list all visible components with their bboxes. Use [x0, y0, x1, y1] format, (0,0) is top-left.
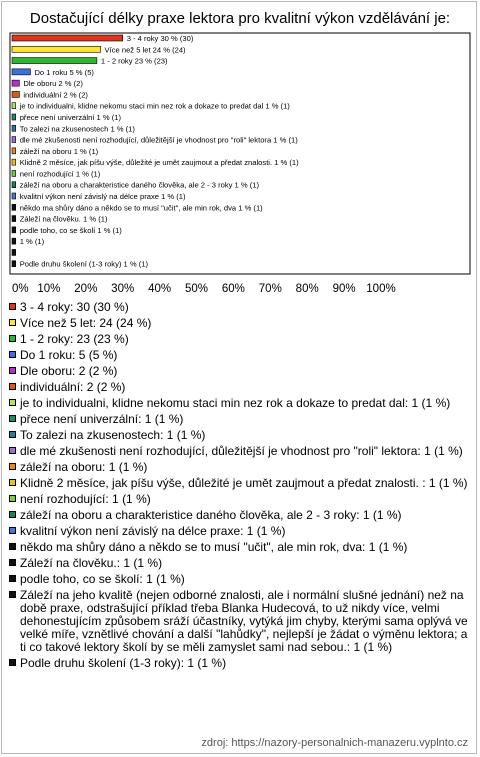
legend-swatch-4 — [9, 351, 16, 358]
x-tick-60pct: 60% — [221, 283, 245, 295]
legend-item-8 — [9, 413, 469, 426]
bar-label-15: kvalitní výkon není závislý na délce praxe 1 % (1) — [19, 192, 186, 201]
legend-label-6: individuální: 2 (2 %) — [20, 380, 126, 394]
bar-11 — [12, 148, 16, 154]
legend-item-17 — [9, 557, 469, 570]
bar-6 — [12, 91, 19, 97]
bar-label-11: záleží na oboru 1 % (1) — [19, 146, 99, 156]
bar-2 — [12, 46, 101, 52]
legend-swatch-18 — [9, 575, 16, 582]
legend-label-2: Více než 5 let: 24 (24 %) — [20, 316, 152, 330]
legend-label-5: Dle oboru: 2 (2 %) — [20, 364, 118, 378]
bar-label-4: Do 1 roku 5 % (5) — [34, 67, 94, 77]
x-tick-40pct: 40% — [148, 283, 172, 295]
bar-18 — [12, 227, 16, 233]
legend-swatch-16 — [9, 543, 16, 550]
bar-label-12: Klidně 2 měsíce, jak píšu výše, důležité je umět zaujmout a předat znalosti. 1 % (1) — [19, 158, 299, 168]
legend-item-11 — [9, 461, 469, 474]
bar-label-17: Záleží na člověku. 1 % (1) — [19, 214, 108, 224]
x-tick-50pct: 50% — [184, 283, 209, 295]
legend-label-4: Do 1 roku: 5 (5 %) — [20, 348, 118, 362]
bar-3 — [12, 58, 97, 64]
legend-swatch-8 — [9, 415, 16, 422]
x-tick-0pct: 0% — [12, 283, 29, 295]
bar-21 — [12, 261, 16, 267]
x-tick-10pct: 10% — [37, 283, 61, 295]
legend-item-15 — [9, 525, 469, 538]
legend-item-14 — [9, 509, 469, 522]
bar-16 — [12, 204, 16, 210]
legend-item-19 — [9, 589, 469, 654]
legend-label-10: dle mé zkušenosti není rozhodující, důležitější je vhodnost pro "roli" lektora: 1 (1 %) — [20, 444, 463, 458]
bar-label-13: není rozhodující 1 % (1) — [19, 169, 101, 179]
chart-title: Dostačující délky praxe lektora pro kvalitní výkon vzdělávání je: — [29, 10, 451, 27]
legend-label-3: 1 - 2 roky: 23 (23 %) — [20, 332, 129, 346]
legend-label-9: To zalezi na zkusenostech: 1 (1 %) — [20, 428, 206, 442]
legend-label-20: Podle druhu školení (1-3 roky): 1 (1 %) — [20, 656, 227, 670]
bar-label-10: dle mé zkušenosti není rozhodující, důležitější je vhodnost pro "roli" lektora 1 % (1) — [19, 135, 298, 145]
legend-label-14: záleží na oboru a charakteristice daného člověka, ale 2 - 3 roky: 1 (1 %) — [20, 508, 402, 522]
bar-4 — [12, 69, 30, 75]
bar-label-2: Více než 5 let 24 % (24) — [104, 45, 186, 55]
x-tick-20pct: 20% — [74, 283, 98, 295]
legend — [9, 301, 469, 673]
legend-item-7 — [9, 397, 469, 410]
legend-swatch-5 — [9, 367, 16, 374]
legend-item-20 — [9, 657, 469, 670]
bar-label-8: přece není univerzální 1 % (1) — [19, 113, 122, 122]
legend-swatch-20 — [9, 659, 16, 666]
legend-swatch-11 — [9, 463, 16, 470]
bar-chart — [0, 0, 480, 300]
legend-swatch-14 — [9, 511, 16, 518]
bar-19 — [12, 238, 16, 244]
legend-item-1 — [9, 301, 469, 314]
bar-label-1: 3 - 4 roky 30 % (30) — [126, 34, 194, 43]
legend-label-18: podle toho, co se školí: 1 (1 %) — [20, 572, 185, 586]
legend-swatch-9 — [9, 431, 16, 438]
legend-item-13 — [9, 493, 469, 506]
x-tick-80pct: 80% — [295, 283, 319, 295]
legend-label-12: Klidně 2 měsíce, jak píšu výše, důležité je umět zaujmout a předat znalosti. : 1 (1 %) — [20, 476, 468, 490]
legend-item-4 — [9, 349, 469, 362]
legend-item-5 — [9, 365, 469, 378]
legend-item-12 — [9, 477, 469, 490]
bar-7 — [12, 103, 16, 109]
bar-label-16: někdo ma shůry dáno a někdo se to musí "učit", ale min rok, dva 1 % (1) — [19, 203, 263, 213]
legend-label-19: Záleží na jeho kvalitě (nejen odborné znalosti, ale i normální slušné jednání) než na době praxe, odstrašující příklad třeba Blanka Hudecová, to už nikdy více, velmi dehonestujícím způsobem sráží účastníky, vytýká jim chyby, kterými sama oplývá ve velké míře, vznětlivé chování a další "lahůdky", nejlepší je žádat o výměnu lektora; a ti co takové lektory školí by se měli zamyslet sami nad sebou.: 1 (1 %) — [20, 588, 468, 654]
x-tick-30pct: 30% — [111, 283, 135, 295]
legend-swatch-6 — [9, 383, 16, 390]
legend-item-18 — [9, 573, 469, 586]
legend-swatch-19 — [9, 591, 16, 598]
legend-item-6 — [9, 381, 469, 394]
bar-label-14: záleží na oboru a charakteristice daného člověka, ale 2 - 3 roky 1 % (1) — [19, 180, 260, 190]
bar-label-7: je to individualni, klidne nekomu staci min nez rok a dokaze to predat dal 1 % (1) — [19, 101, 290, 111]
bar-label-21: Podle druhu školení (1-3 roky) 1 % (1) — [19, 259, 149, 269]
legend-swatch-7 — [9, 399, 16, 406]
bar-label-5: Dle oboru 2 % (2) — [23, 79, 83, 89]
bar-17 — [12, 216, 16, 222]
x-axis-ticks — [12, 283, 396, 295]
bar-5 — [12, 80, 19, 86]
legend-label-8: přece není univerzální: 1 (1 %) — [20, 412, 184, 426]
source-note: zdroj: https://nazory-personalnich-manazeru.vyplnto.cz — [201, 737, 468, 749]
legend-label-15: kvalitní výkon není závislý na délce praxe: 1 (1 %) — [20, 524, 286, 538]
legend-label-7: je to individualni, klidne nekomu staci min nez rok a dokaze to predat dal: 1 (1 %) — [20, 396, 451, 410]
bar-15 — [12, 193, 16, 199]
legend-item-3 — [9, 333, 469, 346]
bar-13 — [12, 170, 16, 176]
bar-12 — [12, 159, 16, 165]
legend-swatch-17 — [9, 559, 16, 566]
bar-label-6: individuální 2 % (2) — [23, 90, 88, 100]
legend-swatch-10 — [9, 447, 16, 454]
legend-label-13: není rozhodující: 1 (1 %) — [20, 492, 151, 506]
legend-label-11: záleží na oboru: 1 (1 %) — [20, 460, 148, 474]
legend-swatch-13 — [9, 495, 16, 502]
legend-label-1: 3 - 4 roky: 30 (30 %) — [20, 300, 129, 314]
legend-swatch-15 — [9, 527, 16, 534]
bar-label-3: 1 - 2 roky 23 % (23) — [100, 56, 168, 66]
bar-9 — [12, 125, 16, 131]
legend-item-2 — [9, 317, 469, 330]
legend-item-10 — [9, 445, 469, 458]
bar-10 — [12, 137, 16, 143]
legend-label-17: Záleží na člověku.: 1 (1 %) — [20, 556, 163, 570]
legend-label-16: někdo ma shůry dáno a někdo se to musí "učit", ale min rok, dva: 1 (1 %) — [20, 540, 408, 554]
legend-item-16 — [9, 541, 469, 554]
bar-20 — [12, 249, 16, 255]
bar-label-18: podle toho, co se školí 1 % (1) — [19, 225, 122, 235]
bar-label-9: To zalezi na zkusenostech 1 % (1) — [19, 124, 135, 134]
x-tick-90pct: 90% — [332, 283, 356, 295]
legend-item-9 — [9, 429, 469, 442]
bar-1 — [12, 35, 123, 41]
legend-swatch-12 — [9, 479, 16, 486]
x-tick-100pct: 100% — [366, 283, 396, 295]
x-tick-70pct: 70% — [258, 283, 282, 295]
legend-swatch-2 — [9, 319, 16, 326]
legend-swatch-3 — [9, 335, 16, 342]
bar-14 — [12, 182, 16, 188]
bar-8 — [12, 114, 16, 120]
bar-label-19: 1 % (1) — [19, 237, 45, 247]
legend-swatch-1 — [9, 303, 16, 310]
